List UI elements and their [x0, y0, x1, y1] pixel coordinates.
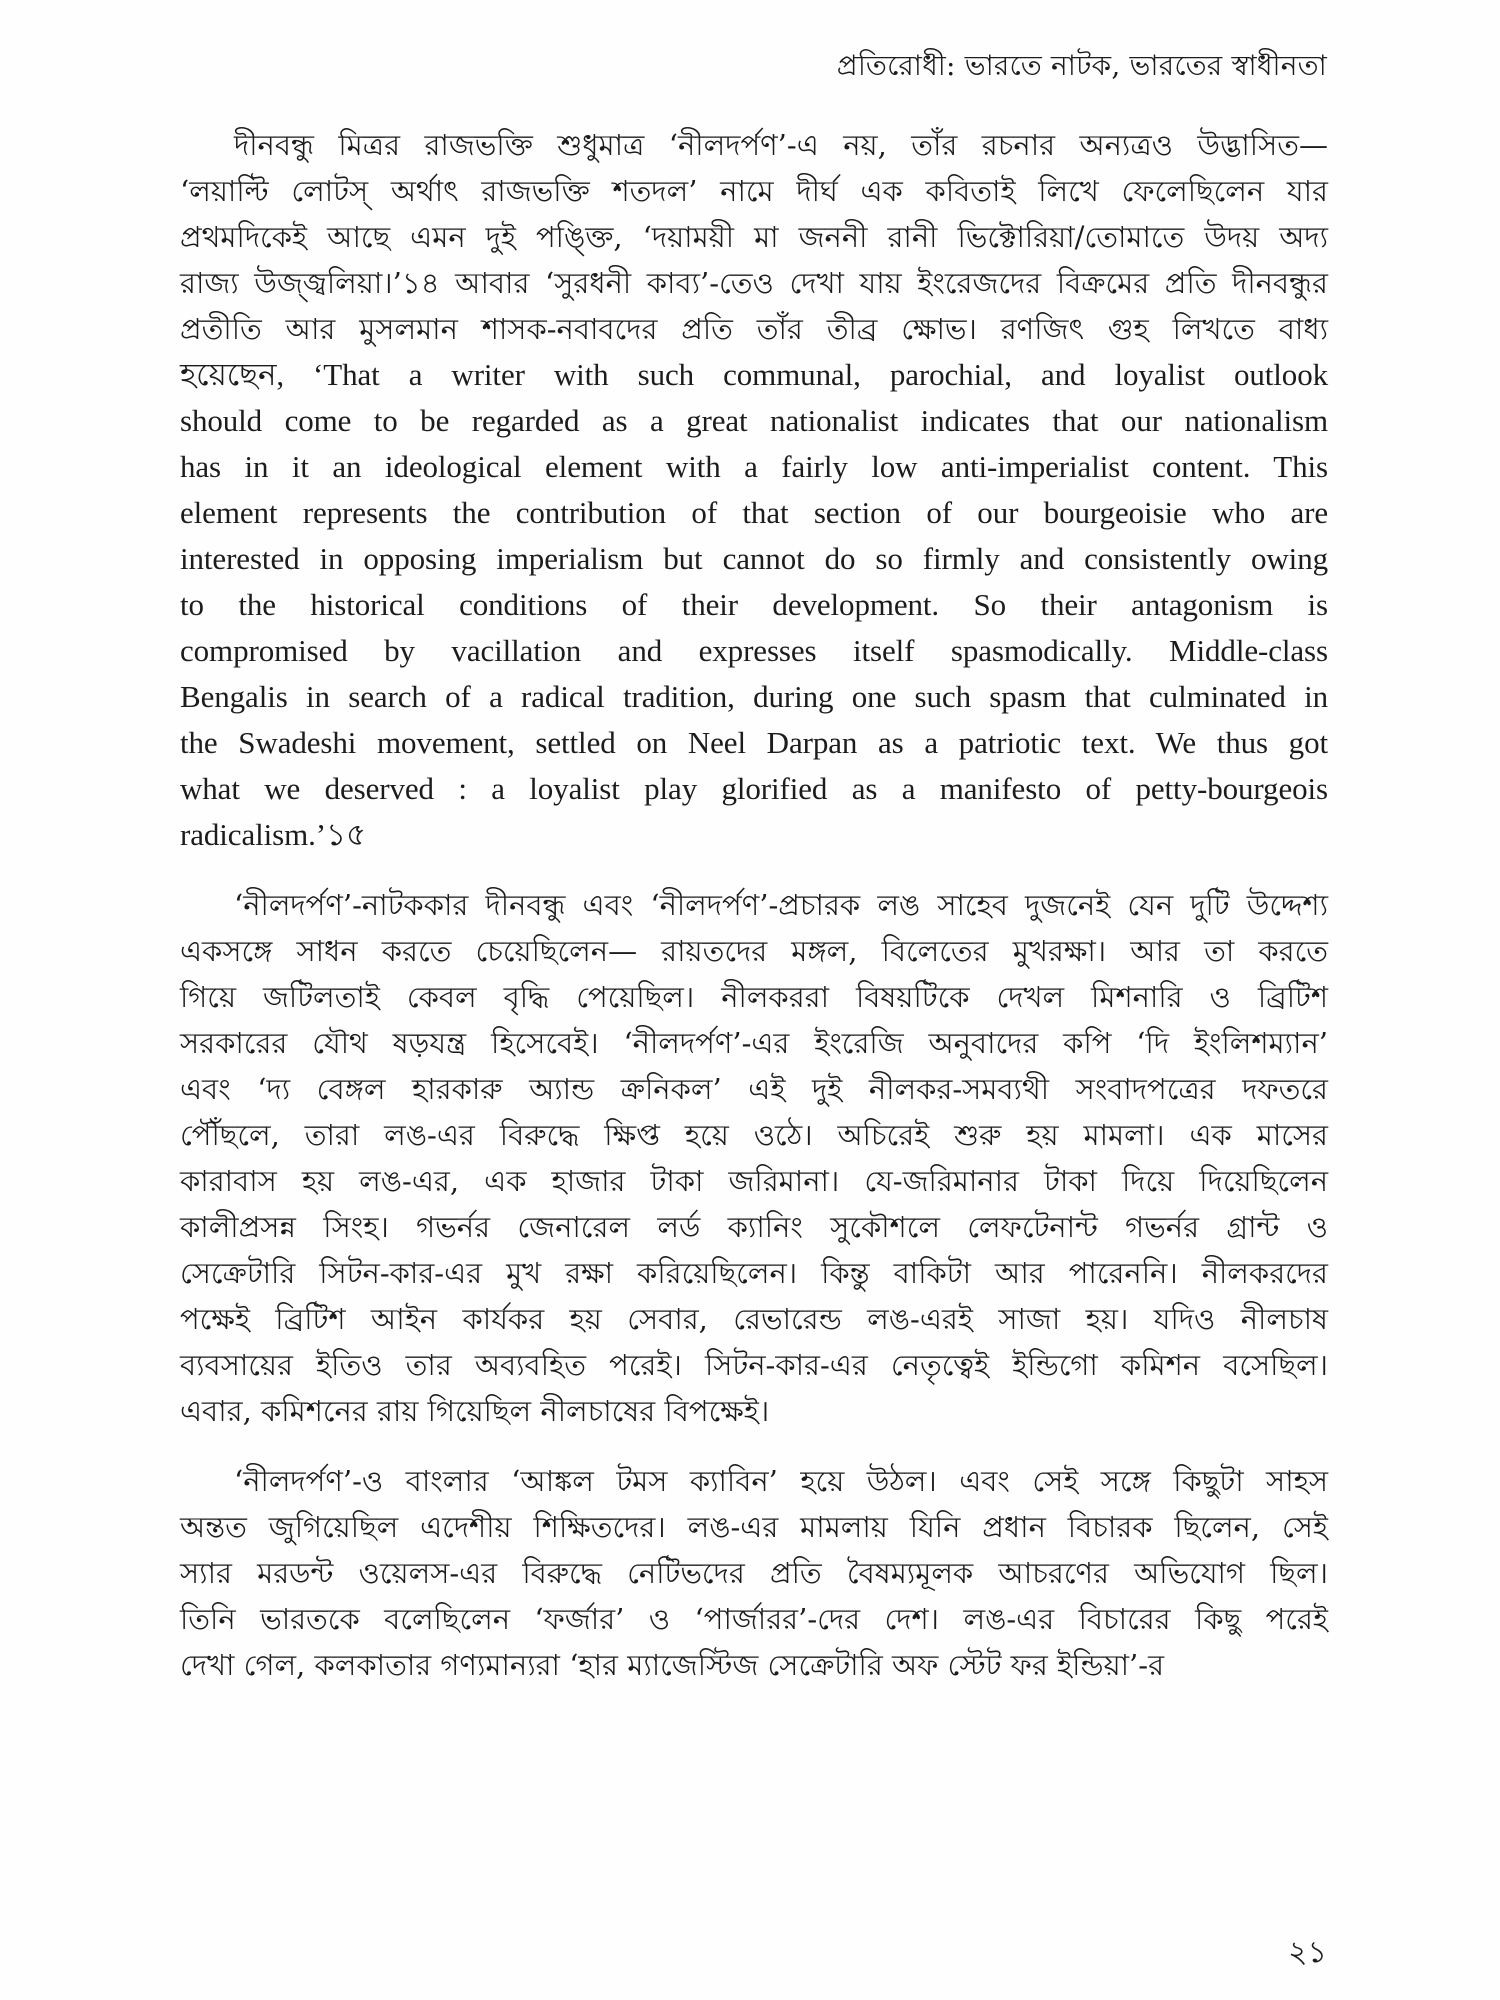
- text-line: ব্যবসায়ের ইতিও তার অব্যবহিত পরেই। সিটন-কার-এর নেতৃত্বেই ইন্ডিগো কমিশন বসেছিল।: [180, 1348, 1328, 1382]
- text-line: ‘নীলদর্পণ’-নাটককার দীনবন্ধু এবং ‘নীলদর্পণ’-প্রচারক লঙ সাহেব দুজনেই যেন দুটি উদ্দেশ্য: [234, 888, 1328, 922]
- text-line: প্রতীতি আর মুসলমান শাসক-নবাবদের প্রতি তাঁর তীব্র ক্ষোভ। রণজিৎ গুহ লিখতে বাধ্য: [180, 312, 1328, 346]
- running-header: প্রতিরোধী: ভারতে নাটক, ভারতের স্বাধীনতা: [836, 49, 1327, 82]
- paragraph: [180, 1458, 1328, 1688]
- text-line: the Swadeshi movement, settled on Neel Darpan as a patriotic text. We thus got: [180, 725, 1328, 760]
- text-line: দেখা গেল, কলকাতার গণ্যমান্যরা ‘হার ম্যাজেস্টিজ সেক্রেটারি অফ স্টেট ফর ইন্ডিয়া’-র: [180, 1648, 1165, 1682]
- text-line: সরকারের যৌথ ষড়যন্ত্র হিসেবেই। ‘নীলদর্পণ’-এর ইংরেজি অনুবাদের কপি ‘দি ইংলিশম্যান’: [180, 1026, 1328, 1060]
- paragraph: [180, 882, 1328, 1434]
- text-line: গিয়ে জটিলতাই কেবল বৃদ্ধি পেয়েছিল। নীলকররা বিষয়টিকে দেখল মিশনারি ও ব্রিটিশ: [180, 980, 1328, 1014]
- text-line: পৌঁছলে, তারা লঙ-এর বিরুদ্ধে ক্ষিপ্ত হয়ে ওঠে। অচিরেই শুরু হয় মামলা। এক মাসের: [180, 1118, 1328, 1152]
- text-line: একসঙ্গে সাধন করতে চেয়েছিলেন— রায়তদের মঙ্গল, বিলেতের মুখরক্ষা। আর তা করতে: [180, 934, 1328, 968]
- text-line: স্যার মরডন্ট ওয়েলস-এর বিরুদ্ধে নেটিভদের প্রতি বৈষম্যমূলক আচরণের অভিযোগ ছিল।: [180, 1556, 1328, 1590]
- text-line: কালীপ্রসন্ন সিংহ। গভর্নর জেনারেল লর্ড ক্যানিং সুকৌশলে লেফটেনান্ট গভর্নর গ্রান্ট ও: [180, 1210, 1328, 1244]
- text-line: প্রথমদিকেই আছে এমন দুই পঙ্ক্তি, ‘দয়াময়ী মা জননী রানী ভিক্টোরিয়া/তোমাতে উদয় অদ্য: [180, 220, 1328, 254]
- text-line: এবং ‘দ্য বেঙ্গল হারকারু অ্যান্ড ক্রনিকল’ এই দুই নীলকর-সমব্যথী সংবাদপত্রের দফতরে: [180, 1072, 1328, 1106]
- body-text: [180, 122, 1328, 1712]
- text-line: হয়েছেন, ‘That a writer with such communal, parochial, and loyalist outlook: [180, 357, 1328, 392]
- text-line: radicalism.’১৫: [180, 817, 367, 852]
- text-line: ‘লয়াল্টি লোটস্ অর্থাৎ রাজভক্তি শতদল’ নামে দীর্ঘ এক কবিতাই লিখে ফেলেছিলেন যার: [180, 174, 1328, 208]
- text-line: তিনি ভারতকে বলেছিলেন ‘ফর্জার’ ও ‘পার্জারর’-দের দেশ। লঙ-এর বিচারের কিছু পরেই: [180, 1602, 1328, 1636]
- text-line: element represents the contribution of that section of our bourgeoisie who are: [180, 495, 1328, 530]
- text-line: দীনবন্ধু মিত্রর রাজভক্তি শুধুমাত্র ‘নীলদর্পণ’-এ নয়, তাঁর রচনার অন্যত্রও উদ্ভাসিত—: [234, 128, 1328, 162]
- text-line: what we deserved : a loyalist play glorified as a manifesto of petty-bourgeois: [180, 771, 1328, 806]
- text-line: রাজ্য উজ্জ্বলিয়া।’১৪ আবার ‘সুরধনী কাব্য’-তেও দেখা যায় ইংরেজদের বিক্রমের প্রতি দীনবন্ধুর: [180, 266, 1328, 300]
- text-line: পক্ষেই ব্রিটিশ আইন কার্যকর হয় সেবার, রেভারেন্ড লঙ-এরই সাজা হয়। যদিও নীলচাষ: [180, 1302, 1328, 1336]
- text-line: compromised by vacillation and expresses itself spasmodically. Middle-class: [180, 633, 1328, 668]
- text-line: কারাবাস হয় লঙ-এর, এক হাজার টাকা জরিমানা। যে-জরিমানার টাকা দিয়ে দিয়েছিলেন: [180, 1164, 1328, 1198]
- text-line: should come to be regarded as a great nationalist indicates that our nationalism: [180, 403, 1328, 438]
- text-line: to the historical conditions of their development. So their antagonism is: [180, 587, 1328, 622]
- text-line: অন্তত জুগিয়েছিল এদেশীয় শিক্ষিতদের। লঙ-এর মামলায় যিনি প্রধান বিচারক ছিলেন, সেই: [180, 1510, 1328, 1544]
- text-line: interested in opposing imperialism but cannot do so firmly and consistently owing: [180, 541, 1328, 576]
- paragraph: [180, 122, 1328, 858]
- text-line: সেক্রেটারি সিটন-কার-এর মুখ রক্ষা করিয়েছিলেন। কিন্তু বাকিটা আর পারেননি। নীলকরদের: [180, 1256, 1328, 1290]
- text-line: ‘নীলদর্পণ’-ও বাংলার ‘আঙ্কল টমস ক্যাবিন’ হয়ে উঠল। এবং সেই সঙ্গে কিছুটা সাহস: [234, 1464, 1328, 1498]
- text-line: has in it an ideological element with a fairly low anti-imperialist content. This: [180, 449, 1328, 484]
- text-line: এবার, কমিশনের রায় গিয়েছিল নীলচাষের বিপক্ষেই।: [180, 1394, 770, 1428]
- text-line: Bengalis in search of a radical tradition, during one such spasm that culminated in: [180, 679, 1328, 714]
- page-number: ২১: [1288, 1935, 1327, 1970]
